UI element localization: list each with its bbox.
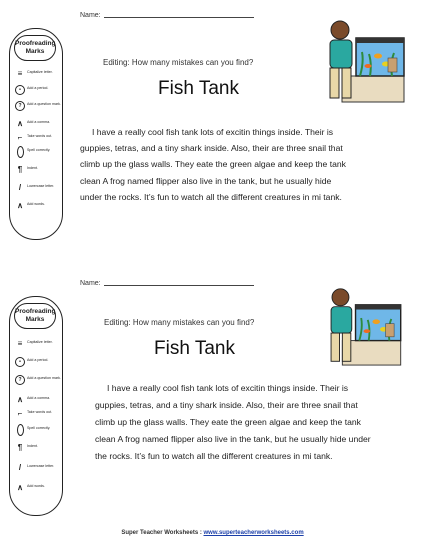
boy-fish-tank-illustration [320,18,410,103]
mark-lowercase: / Lowercase letter. [14,181,60,195]
tank-lid [356,38,404,43]
triple-line-icon: ≡ [17,69,23,78]
worksheet-top [0,10,425,265]
oval-icon [14,423,26,437]
triple-line-icon: ≡ [17,339,23,348]
mark-indent: ¶ Indent. [14,163,60,177]
boy-shirt [331,307,352,333]
boy-head [331,21,349,39]
mark-period: • Add a period. [14,355,60,369]
mark-add-words: ∧ Add words. [14,481,60,495]
footer-brand: Super Teacher Worksheets : [121,530,202,536]
editing-prompt: Editing: How many mistakes can you find? [103,58,254,67]
name-label: Name: [80,12,101,19]
fish-shape [364,329,371,333]
slash-icon: / [18,183,22,192]
mark-lowercase: / Lowercase letter. [14,461,60,475]
fish-shape [374,54,382,59]
slash-icon: / [18,463,22,472]
mark-delete: ⌐ Take words out. [14,131,60,145]
mark-period: • Add a period. [14,83,60,97]
proofreading-marks-title: Proofreading Marks [14,303,56,329]
worksheet-title: Fish Tank [158,78,239,99]
mark-add-words: ∧ Add words. [14,199,60,213]
fish-shape [372,319,380,324]
editing-prompt: Editing: How many mistakes can you find? [104,318,255,327]
name-underline[interactable] [104,285,254,286]
name-underline[interactable] [104,17,254,18]
proofreading-marks-panel [9,28,63,240]
circled-question-icon: ? [14,373,26,387]
mark-comma: ∧ Add a comma. [14,393,60,407]
caret-icon: ∧ [17,395,23,404]
caret-icon: ∧ [17,201,23,210]
circled-dot-icon: • [14,355,26,369]
circled-question-icon: ? [14,99,26,113]
castle-shape [386,324,394,337]
name-field[interactable] [80,280,254,287]
boy-leg [342,68,351,98]
circled-dot-icon: • [14,83,26,97]
mark-label: Capitalize letter. [27,70,53,74]
boy-leg [342,333,350,361]
mark-indent: ¶ Indent. [14,441,60,455]
delete-loop-icon: ⌐ [17,133,23,142]
caret-icon: ∧ [17,119,23,128]
mark-capitalize: ≡ Capitalize letter. [14,337,60,351]
passage-text: I have a really cool fish tank lots of excitin things inside. Their is guppies, tetras, and a tiny shark inside. Also, their are three snail that climb up the glass walls. They eate the green algae and keep the tank clean A frog named flipper also live in the tank, but he usually hide under the rocks. It’s fun to watch all the different creatures in mi tank. [80,127,346,202]
tank-lid [356,305,401,310]
mark-capitalize [14,67,60,81]
name-field[interactable] [80,12,254,19]
fish-shape [365,64,372,68]
page-footer [0,530,425,536]
delete-loop-icon: ⌐ [17,409,23,418]
mark-question: ? Add a question mark. [14,99,60,113]
mark-spell: Spell correctly. [14,145,60,159]
boy-head [332,289,349,306]
mark-spell: Spell correctly. [14,423,60,437]
caret-icon: ∧ [17,483,23,492]
passage-text: I have a really cool fish tank lots of excitin things inside. Their is guppies, tetras, and a tiny shark inside. Also, their are three snail that climb up the glass walls. They eate the green algae and keep the tank clean A frog named flipper also live in the tank, but he usually hide under the rocks. It’s fun to watch all the different creatures in mi tank. [95,383,371,461]
paragraph-icon: ¶ [17,165,23,174]
oval-icon [14,145,26,159]
mark-delete: ⌐ Take words out. [14,407,60,421]
boy-fish-tank-illustration [318,286,410,366]
proofreading-marks-title: Proofreading Marks [14,35,56,61]
boy-leg [331,333,339,361]
passage [80,124,350,205]
proofreading-marks-panel [9,296,63,516]
worksheet-title: Fish Tank [154,338,235,359]
boy-shirt [330,40,352,68]
footer-link[interactable]: www.superteacherworksheets.com [203,530,304,536]
mark-comma: ∧ Add a comma. [14,117,60,131]
passage [95,380,379,465]
name-label: Name: [80,280,101,287]
mark-question: ? Add a question mark. [14,373,60,387]
paragraph-icon: ¶ [17,443,23,452]
worksheet-bottom [0,278,425,533]
boy-leg [330,68,339,98]
castle-shape [388,58,397,72]
